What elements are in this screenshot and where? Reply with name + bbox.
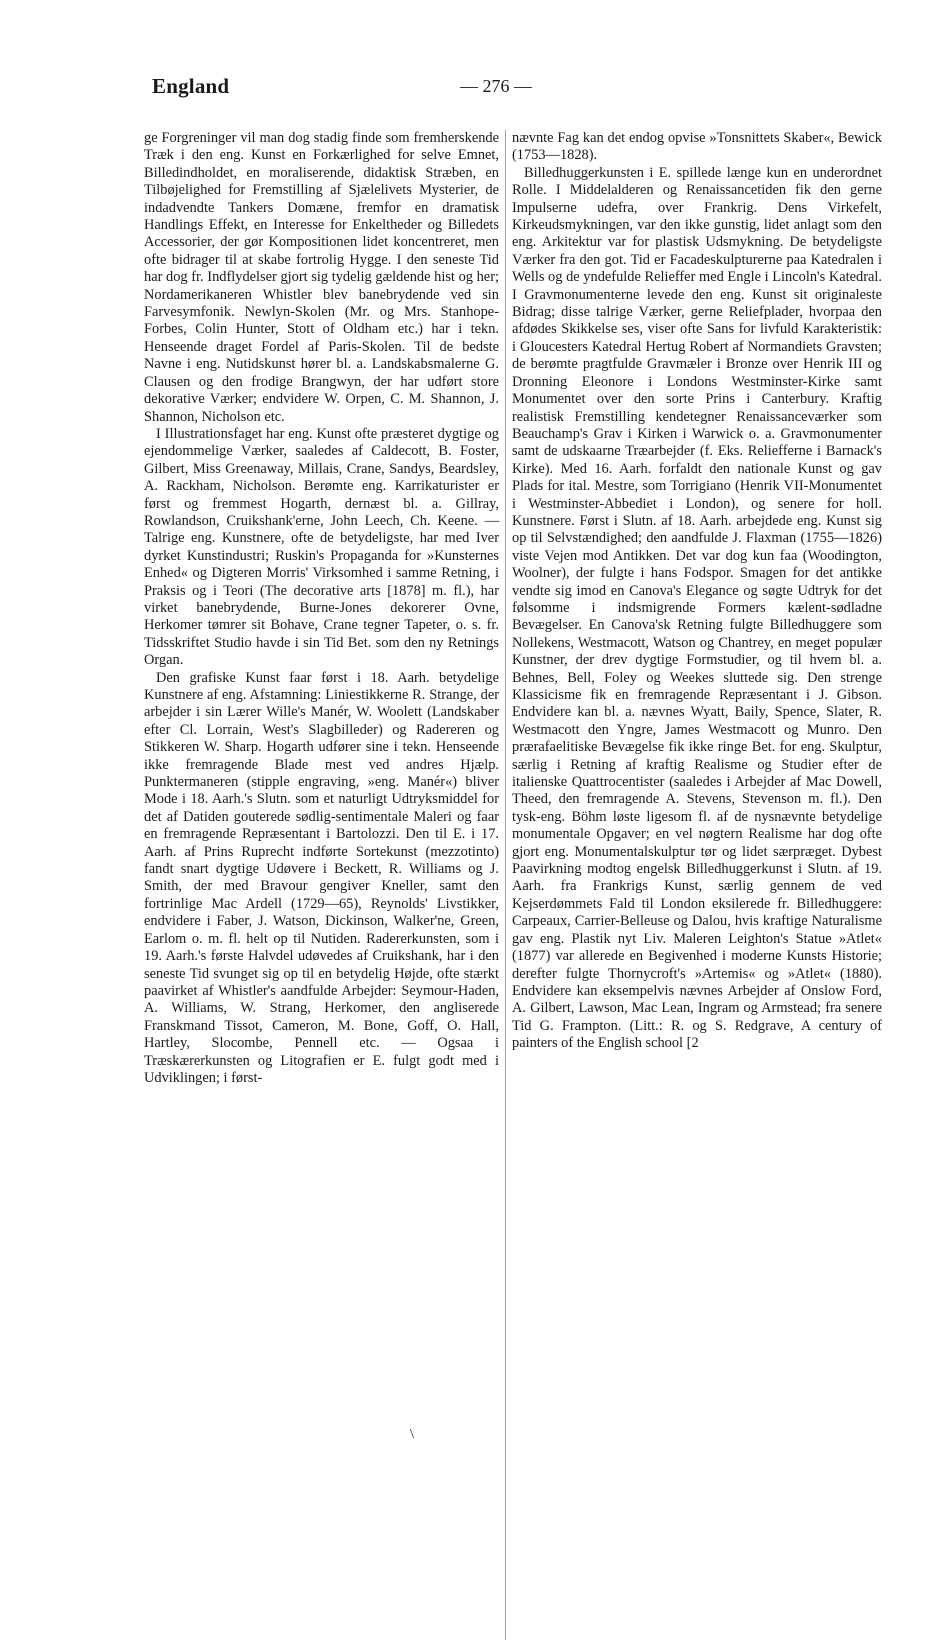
paragraph: I Illustrationsfaget har eng. Kunst ofte præsteret dygtige og ejendommelige Værker, saaledes af Caldecott, B. Foster, Gilbert, Miss Greenaway, Millais, Crane, Sandys, Beardsley, A. Rackham, Nicholson. Berømte eng. Karrikaturister er først og fremmest Hogarth, dernæst bl. a. Gillray, Rowlandson, Cruikshank'erne, John Leech, Ch. Keene. — Talrige eng. Kunstnere, ofte de betydeligste, har med Iver dyrket Kunstindustri; Ruskin's Propaganda for »Kunsternes Enhed« og Digteren Morris' Virksomhed i samme Retning, i Praksis og i Teori (The decorative arts [1878] m. fl.), har virket banebrydende, Burne-Jones dekorerer Ovne, Herkomer tømrer sit Bohave, Crane tegner Tapeter, o. s. fr. Tidsskriftet Studio havde i sin Tid Bet. som den ny Retnings Organ. (144, 425, 499, 669)
running-header (152, 74, 884, 102)
page-number: — 276 — (460, 76, 532, 96)
right-column (512, 130, 882, 1053)
stray-mark: \ (410, 1427, 414, 1442)
paragraph: nævnte Fag kan det endog opvise »Tonsnittets Skaber«, Bewick (1753—1828). (512, 130, 882, 164)
column-divider (505, 130, 506, 1640)
running-head-title: England (152, 74, 230, 98)
paragraph: Den grafiske Kunst faar først i 18. Aarh. betydelige Kunstnere af eng. Afstamning: Liniestikkerne R. Strange, der arbejder i sin Lærer Wille's Manér, W. Woolett (Landskaber efter Cl. Lorrain, West's Slagbilleder) og Radereren og Stikkeren W. Sharp. Hogarth udfører sine i tekn. Henseende ikke fremragende Blade mest ved andres Hjælp. Punktermaneren (stipple engraving, »eng. Manér«) bliver Mode i 18. Aarh.'s Slutn. som et naturligt Udtryksmiddel for det af Datiden gouterede sødlig-sentimentale Maleri og faar en fremragende Repræsentant i Bartolozzi. Den til E. i 17. Aarh. af Prins Ruprecht indførte Sortekunst (mezzotinto) fandt snart dygtige Udøvere i Beckett, R. Williams og J. Smith, der med Bravour gengiver Kneller, samt den fortrinlige Mac Ardell (1729—65), Reynolds' Livstikker, endvidere i Faber, J. Watson, Dickinson, Walker'ne, Green, Earlom o. m. fl. helt op til Nutiden. Radererkunsten, som i 19. Aarh.'s første Halvdel udøvedes af Cruikshank, har i den seneste Tid svunget sig op til en betydelig Højde, ofte stærkt paavirket af Whistler's aandfulde Arbejder: Seymour-Haden, A. Williams, W. Strang, Herkomer, den angliserede Franskmand Tissot, Cameron, M. Bone, Goff, O. Hall, Hartley, Slocombe, Pennell etc. — Ogsaa i Træskærerkunsten og Litografien er E. fulgt godt med i Udviklingen; i først- (144, 669, 499, 1086)
left-column (144, 130, 499, 1087)
paragraph: ge Forgreninger vil man dog stadig finde som fremherskende Træk i den eng. Kunst en Forkærlighed for selve Emnet, Billedindholdet, en moraliserende, didaktisk Stræben, en Tilbøjelighed for Fremstilling af Sjælelivets Mysterier, de indadvendte Tankers Domæne, fremfor en dramatisk Handlings Effekt, en Interesse for Enkeltheder og Billedets Accessorier, der gør Kompositionen lidet koncentreret, men ofte bidrager til at skabe fortrolig Hygge. I den seneste Tid har dog fr. Indflydelser gjort sig tydelig gældende hist og her; Nordamerikaneren Whistler blev banebrydende ved sin Farvesymfonik. Newlyn-Skolen (Mr. og Mrs. Stanhope-Forbes, Colin Hunter, Stott of Oldham etc.) har i tekn. Henseende draget Fordel af Paris-Skolen. Til de bedste Navne i eng. Nutidskunst hører bl. a. Landskabsmalerne G. Clausen og den frodige Brangwyn, der har udført store dekorative Værker; endvidere W. Orpen, C. M. Shannon, J. Shannon, Nicholson etc. (144, 130, 499, 425)
paragraph: Billedhuggerkunsten i E. spillede længe kun en underordnet Rolle. I Middelalderen og Renaissancetiden fik den gerne Impulserne udefra, over Frankrig. Dens Virkefelt, Kirkeudsmykningen, var den ikke gunstig, lidet anlagt som den eng. Arkitektur var for plastisk Udsmykning. De betydeligste Værker fra den got. Tid er Facadeskulpturerne paa Katedralen i Wells og de yndefulde Relieffer med Engle i Lincoln's Katedral. I Gravmonumenterne levede den eng. Kunst sit originaleste Bidrag; disse talrige Værker, gerne Reliefplader, hvorpaa den afdødes Skikkelse ses, viser ofte Sans for livfuld Karakteristik: i Gloucesters Katedral Hertug Robert af Normandiets Gravsten; de berømte pragtfulde Gravmæler i Bronze over Henrik III og Dronning Eleonore i Londons Westminster-Kirke samt Monumentet over den sorte Prins i Canterbury. Kraftig realistisk Fremstilling kendetegner Renaissanceværker som Beauchamp's Grav i Kirken i Warwick o. a. Gravmonumenter samt de udskaarne Træarbejder (f. Eks. Reliefferne i Barnack's Kirke). Med 16. Aarh. forfaldt den nationale Kunst og gav Plads for ital. Mestre, som Torrigiano (Henrik VII-Monumentet i Westminster-Abbediet i London), og senere for holl. Kunstnere. Først i Slutn. af 18. Aarh. arbejdede eng. Kunst sig op til Selvstændighed; den aandfulde J. Flaxman (1755—1826) viste Vejen mod Antikken. Det var dog kun faa (Woodington, Woolner), der fulgte i hans Fodspor. Smagen for det antikke vendte sig imod en Canova's Elegance og søgte Udtryk for det følsomme i indsmigrende Formers kælent-sødladne Bevægelser. En Canova'sk Retning fulgte Billedhuggere som Nollekens, Westmacott, Watson og Chantrey, en meget populær Kunstner, der drev dygtige Formstudier, og til hvem bl. a. Behnes, Bell, Foley og Weekes sluttede sig. Den strenge Klassicisme fik en fremragende Repræsentant i J. Gibson. Endvidere kan bl. a. nævnes Wyatt, Baily, Spence, Slater, R. Westmacott den Yngre, James Westmacott og Munro. Den prærafaelitiske Bevægelse fik ikke ringe Bet. for eng. Skulptur, særlig i Retning af kraftig Realisme og Studier efter de italienske Quattrocentister (saaledes i Arbejder af Mac Dowell, Theed, den fremragende A. Stevens, Stevenson m. fl.). Den tysk-eng. Böhm løste ligesom fl. af de nysnævnte betydelige monumentale Opgaver; en vel nøgtern Realisme har dog ofte gjort eng. Monumentalskulptur tør og lidet særpræget. Dybest Paavirkning modtog engelsk Billedhuggerkunst i Slutn. af 19. Aarh. fra Frankrigs Kunst, særlig gennem de ved Kejserdømmets Fald til London eksilerede fr. Billedhuggere: Carpeaux, Carrier-Belleuse og Dalou, hvis kraftige Naturalisme gav eng. Plastik nyt Liv. Maleren Leighton's Statue »Atlet« (1877) var allerede en Begivenhed i moderne Kunsts Historie; derefter fulgte Thornycroft's »Artemis« og »Atlet« (1880). Endvidere kan eksempelvis nævnes Arbejder af Onslow Ford, A. Gilbert, Lawson, Mac Lean, Ingram og Armstead; fra senere Tid G. Frampton. (Litt.: R. og S. Redgrave, A century of painters of the English school [2 (512, 164, 882, 1052)
